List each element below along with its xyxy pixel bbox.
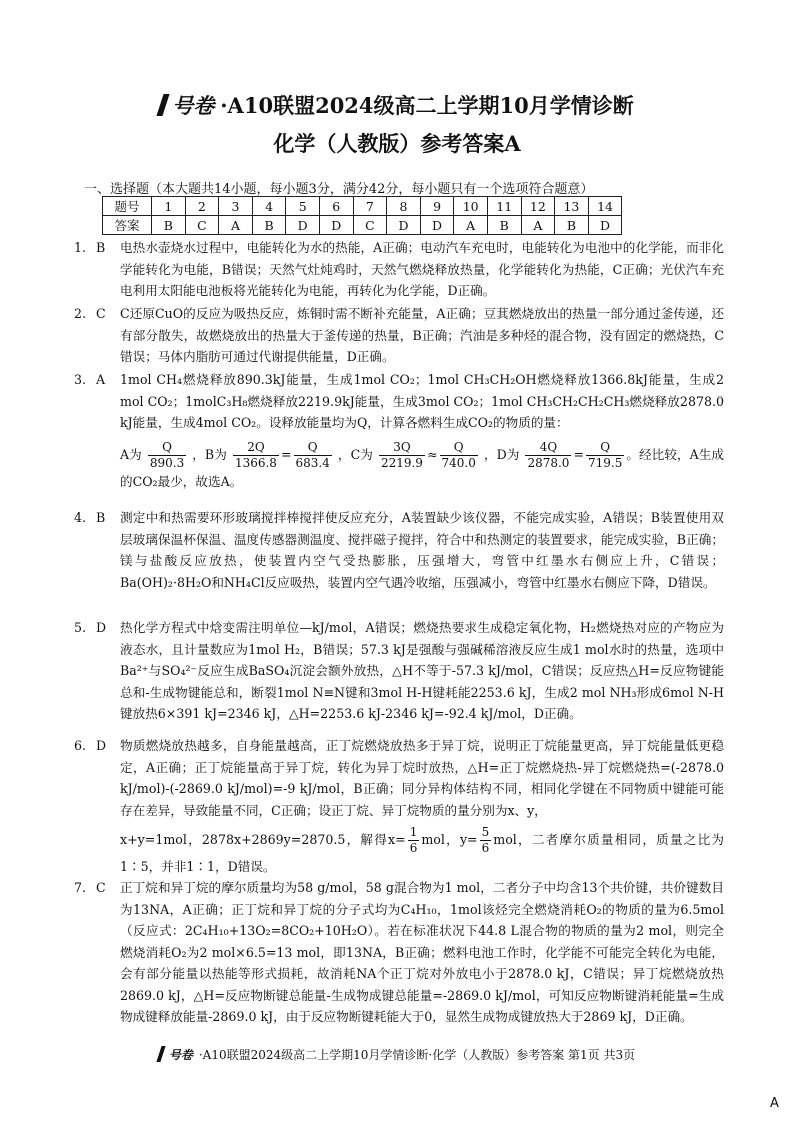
fraction [233, 440, 279, 471]
answer-cell: D [420, 216, 454, 235]
question-1 [74, 237, 724, 302]
label-c: ，C为 [337, 446, 373, 462]
page-footer [0, 1046, 794, 1063]
brand-logo-icon [156, 1046, 165, 1062]
question-number: 1. [74, 240, 87, 255]
question-number: 8 [387, 197, 421, 216]
question-explanation [120, 369, 724, 493]
answer-cell: A [521, 216, 555, 235]
question-number: 2 [185, 197, 219, 216]
denominator: 1366.8 [234, 455, 277, 470]
question-number: 7 [353, 197, 387, 216]
label-b: ，B为 [192, 446, 227, 462]
fraction [148, 440, 186, 471]
paragraph: 1mol CH₄燃烧释放890.3kJ能量，生成1mol CO₂；1mol CH₃CH₂OH燃烧释放1366.8kJ能量，生成2 mol CO₂；1molC₃H₈燃烧释放2219.9kJ能量，生成3mol CO₂；1mol CH₃CH₂CH₂CH₃燃烧释放2878.0 kJ能量，生成4mol CO₂。设释放能量均为Q，计算各燃料生成CO₂的物质的量： [120, 372, 724, 430]
question-answer: B [96, 240, 106, 255]
question-number: 9 [420, 197, 454, 216]
answer-cell: D [588, 216, 622, 235]
question-number: 4 [252, 197, 286, 216]
question-number: 11 [487, 197, 521, 216]
corner-mark: A [770, 1096, 779, 1111]
brand-name: 号卷 [172, 93, 215, 118]
fraction [525, 440, 571, 471]
question-number: 1 [152, 197, 186, 216]
question-explanation: 正丁烷和异丁烷的摩尔质量均为58 g/mol，58 g混合物为1 mol，二者分子中均含13个共价键，共价键数目为13NA，A正确；正丁烷和异丁烷的分子式均为C₄H₁₀，1mol该烃完全燃烧消耗O₂的物质的量为6.5mol（反应式：2C₄H₁₀+13O₂=8CO₂+10H₂O）。若在标准状况下44.8 L混合物的物质的量为2 mol，则完全燃烧消耗O₂为2 mol×6.5=13 mol，即13NA，B正确；燃料电池工作时，化学能不可能完全转化为电能，会有部分能量以热能等形式损耗，故消耗NA个正丁烷对外放电小于2878.0 kJ，C错误；异丁烷燃烧放热2869.0 kJ，△H=反应物断键总能量-生成物成键总能量=-2869.0 kJ/mol，可知反应物断键消耗能量=生成物成键释放能量-2869.0 kJ，由于反应物断键耗能大于0，显然生成物成键放热大于2869 kJ，D正确。 [120, 880, 724, 1024]
question-5 [74, 617, 724, 725]
numerator: Q [294, 440, 332, 456]
question-number: 5 [286, 197, 320, 216]
row-label-number: 题号 [103, 197, 152, 216]
denominator: 890.3 [149, 455, 185, 470]
numerator: 4Q [525, 440, 571, 456]
question-explanation: 热化学方程式中焓变需注明单位—kJ/mol，A错误；燃烧热要求生成稳定氧化物，H₂燃烧热对应的产物应为液态水，且计量数应为1mol H₂，B错误；57.3 kJ是强酸与强碱稀溶液反应生成1 mol水时的热量，选项中Ba²⁺与SO₄²⁻反应生成BaSO₄沉淀会额外放热，△H不等于-57.3 kJ/mol，C错误；反应热△H=反应物键能总和-生成物键能总和，断裂1mol N≡N键和3mol H-H键耗能2253.6 kJ，生成2 mol NH₃形成6mol N-H键放热6×391 kJ=2346 kJ，△H=2253.6 kJ-2346 kJ=-92.4 kJ/mol，D正确。 [120, 620, 724, 721]
footer-text: ·A10联盟2024级高二上学期10月学情诊断·化学（人教版）参考答案 第1页 共3页 [198, 1048, 636, 1062]
question-number: 7. [74, 880, 87, 895]
question-number: 14 [588, 197, 622, 216]
question-number: 5. [74, 620, 87, 635]
question-number: 2. [74, 306, 87, 321]
answer-cell: C [185, 216, 219, 235]
denominator: 6 [409, 841, 418, 855]
question-6 [74, 735, 724, 878]
brand-name: 号卷 [168, 1048, 193, 1062]
equation-text: x+y=1mol，2878x+2869y=2870.5，解得x= [120, 832, 406, 847]
question-explanation: C还原CuO的反应为吸热反应，炼铜时需不断补充能量，A正确；豆萁燃烧放出的热量一部分通过釜传递，还有部分散失，故燃烧放出的热量大于釜传递的热量，B正确；汽油是多种烃的混合物，没有固定的燃烧热，C错误；马体内脂肪可通过代谢提供能量，D正确。 [120, 306, 724, 364]
question-number: 10 [454, 197, 488, 216]
answer-cell: D [319, 216, 353, 235]
fraction [408, 825, 420, 856]
question-7 [74, 877, 724, 1028]
answer-cell: B [555, 216, 589, 235]
answer-cell: D [387, 216, 421, 235]
fraction [586, 440, 624, 471]
conclusion: 。经比较，A生成的CO₂最少，故选A。 [120, 446, 724, 489]
question-answer: D [96, 620, 107, 635]
numerator: Q [440, 440, 478, 456]
answer-cell: C [353, 216, 387, 235]
question-explanation: 测定中和热需要环形玻璃搅拌棒搅拌使反应充分，A装置缺少该仪器，不能完成实验，A错误；B装置使用双层玻璃保温杯保温、温度传感器测温度、搅拌磁子搅拌，符合中和热测定的装置要求，能完成实验，B正确；镁与盐酸反应放热，使装置内空气受热膨胀，压强增大，弯管中红墨水右侧应上升，C错误；Ba(OH)₂·8H₂O和NH₄Cl反应吸热，装置内空气遇冷收缩，压强减小，弯管中红墨水右侧应下降，D错误。 [120, 510, 724, 590]
question-number: 3 [219, 197, 253, 216]
numerator: 5 [481, 825, 490, 839]
equation-line [120, 825, 724, 878]
page-subtitle: 化学（人教版）参考答案A [273, 131, 521, 156]
denominator: 719.5 [588, 455, 623, 470]
answer-cell: A [454, 216, 488, 235]
fraction [480, 825, 492, 856]
row-label-answer: 答案 [103, 216, 152, 235]
question-answer: B [96, 510, 106, 525]
question-answer: C [96, 306, 106, 321]
question-number: 6 [319, 197, 353, 216]
numerator: Q [148, 440, 186, 456]
question-answer: A [96, 372, 106, 387]
answer-table [102, 196, 622, 235]
equation-text: mol，y= [421, 832, 478, 847]
question-number: 3. [74, 372, 87, 387]
fraction [379, 440, 425, 471]
denominator: 683.4 [295, 455, 330, 470]
question-3 [74, 369, 724, 493]
question-number: 6. [74, 738, 87, 753]
equals-sign: = [573, 446, 584, 462]
answer-cell: B [487, 216, 521, 235]
title-line-1: ·A10联盟2024级高二上学期10月学情诊断 [220, 93, 634, 118]
question-number: 13 [555, 197, 589, 216]
answer-cell: A [219, 216, 253, 235]
equals-sign: = [280, 446, 292, 462]
question-answer: D [96, 738, 107, 753]
paragraph: 物质燃烧放热越多，自身能量越高，正丁烷燃烧放热多于异丁烷，说明正丁烷能量更高，异丁烷能量低更稳定，A正确；正丁烷能量高于异丁烷，转化为异丁烷时放热，△H=正丁烷燃烧热-异丁烷燃烧热=(-2878.0 kJ/mol)-(-2869.0 kJ/mol)=-9 kJ/mol，B正确；同分异构体结构不同，相同化学键在不同物质中键能可能存在差异，导致能量不同，C正确；设正丁烷、异丁烷物质的量分别为x、y， [120, 738, 724, 818]
answer-cell: B [252, 216, 286, 235]
denominator: 740.0 [441, 455, 476, 470]
fraction [294, 440, 332, 471]
answer-cell: D [286, 216, 320, 235]
brand-logo-icon [157, 94, 170, 116]
question-explanation: 电热水壶烧水过程中，电能转化为水的热能，A正确；电动汽车充电时，电能转化为电池中的化学能，而非化学能转化为电能，B错误；天然气灶炖鸡时，天然气燃烧释放热量，化学能转化为热能，C正确；光伏汽车充电利用太阳能电池板将光能转化为电能，再转化为化学能，D正确。 [120, 240, 724, 298]
equation-text: mol，二者摩尔质量相同，质量之比为1∶5，并非1∶1，D错误。 [120, 832, 724, 874]
section-title: 一、选择题（本大题共14小题，每小题3分，满分42分，每小题只有一个选项符合题意） [84, 182, 594, 197]
denominator: 2219.9 [380, 455, 423, 470]
numerator: 2Q [233, 440, 279, 456]
question-2 [74, 303, 724, 368]
numerator: 1 [409, 825, 418, 839]
answer-cell: B [152, 216, 186, 235]
question-answer: C [96, 880, 106, 895]
question-4 [74, 507, 724, 593]
fraction-line [120, 440, 724, 493]
answer-table-answer-row [103, 216, 622, 235]
answer-table-number-row [103, 197, 622, 216]
fraction [440, 440, 478, 471]
page-title [0, 90, 794, 120]
label-a: A为 [120, 446, 142, 462]
numerator: Q [586, 440, 624, 456]
question-number: 4. [74, 510, 87, 525]
denominator: 2878.0 [527, 455, 570, 470]
question-number: 12 [521, 197, 555, 216]
question-explanation [120, 735, 724, 878]
label-d: ，D为 [483, 446, 520, 462]
numerator: 3Q [379, 440, 425, 456]
denominator: 6 [481, 841, 490, 855]
approx-sign: ≈ [426, 446, 438, 462]
